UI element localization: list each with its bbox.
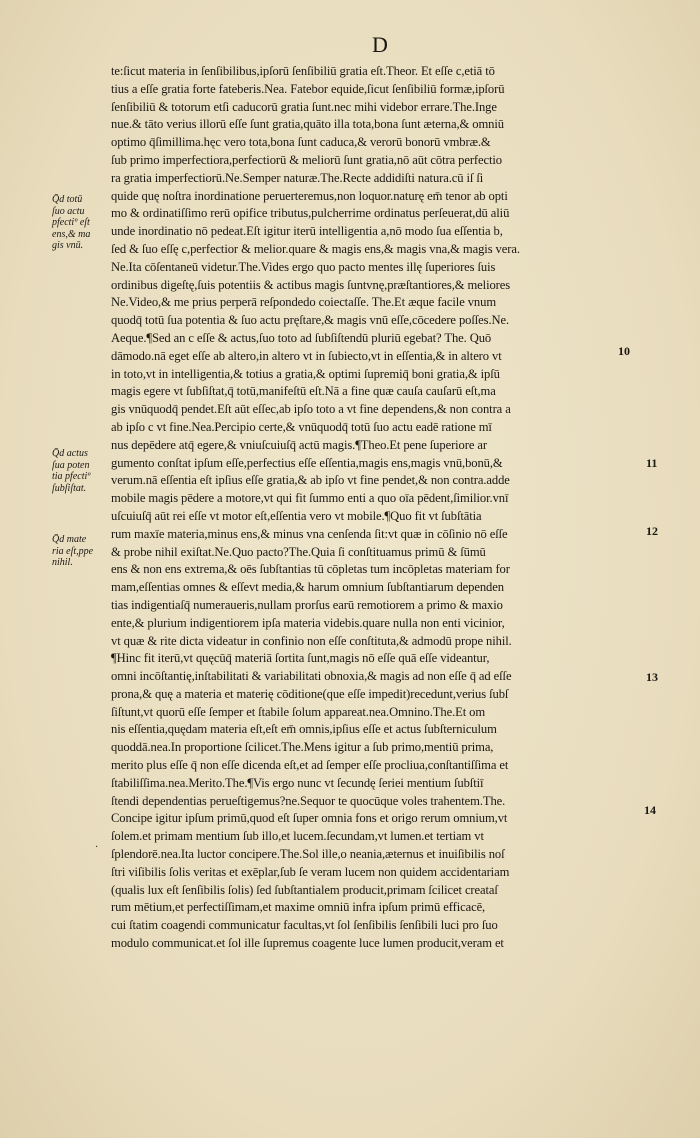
margin-note-3 — [52, 534, 110, 569]
text-line: mo & ordinatiſſimo rerū opifice tributus,pulcherrime ordinatus perſeuerat,dū aliū — [111, 206, 510, 221]
text-line: ordinibus digeſtę,ſuis potentiis & actibus magis ſuntvnę,præſtantiores,& meliores — [111, 277, 511, 292]
text-line: vt quæ & rite dicta videatur in confinio non eſſe conſtituta,& admodū prope nihil. — [111, 633, 512, 648]
margin-note-2 — [52, 448, 110, 494]
text-line: dāmodo.nā eget eſſe ab altero,in altero vt in ſubiecto,vt in eſſentia,& in altero vt — [111, 348, 502, 363]
text-line: ſtri viſibilis ſolis veritas et exēplar,ſub ſe veram lucem non quidem accidentariam — [111, 864, 510, 879]
text-line: tius a eſſe gratia forte fateberis.Nea. Fatebor equide,ſicut ſenſibiliū formæ,ipſorū — [111, 81, 505, 96]
margin-note-1 — [52, 194, 110, 252]
text-line: te:ſicut materia in ſenſibilibus,ipſorū ſenſibiliū gratia eſt.Theor. Et eſſe c,etiā tō — [111, 64, 495, 78]
text-line: & probe nihil exiſtat.Ne.Quo pacto?The.Quia ſi conſtituamus primū & ſūmū — [111, 544, 486, 559]
text-line: verum.nā eſſentia eſt ipſius eſſe gratia,& ab ipſo vt fine pendet,& non contra.adde — [111, 473, 510, 488]
margin-note-line: Q̄d totū — [52, 194, 83, 205]
text-line: rum maxīe materia,minus ens,& minus vna cenſenda ſit:vt quæ in cōſinio nō eſſe — [111, 526, 508, 541]
text-line: rum mētium,et perfectiſſimam,et maxime omniū infra ipſum primū efficacē, — [111, 900, 486, 915]
margin-number: 14 — [644, 803, 656, 817]
text-line: ab ipſo c vt fine.Nea.Percipio certe,& vnūquodq̄ totū ſuo actu eadē ratione mī — [111, 419, 492, 434]
text-line: uſcuiuſq̄ aūt rei eſſe vt motor eſt,eſſentia vero vt mobile.¶Quo fit vt ſubſtātia — [111, 508, 482, 523]
margin-note-line: ria eſt,ppe — [52, 545, 94, 557]
text-line: gis vnūquodq̄ pendet.Eſt aūt eſſec,ab ipſo toto a vt fine dependens,& non contra a — [111, 402, 511, 417]
text-line: Ne.Ita cōſentaneū videtur.The.Vides ergo quo pacto mentes illę ſuperiores ſuis — [111, 259, 496, 274]
text-line: ſenſibiliū & totorum etſi caducorū gratia ſunt.nec mihi videbor errare.The.Inge — [111, 99, 497, 114]
text-line: ¶Hinc fit iterū,vt quęcūq̄ materiā ſortita ſunt,magis nō eſſe quā eſſe videantur, — [111, 651, 490, 666]
margin-note-line: Q̄d actus — [52, 448, 88, 459]
text-line: in toto,vt in intelligentia,& totius a gratia,& optimi ſupremiq̄ boni gratia,& ipſū — [111, 366, 500, 381]
margin-note-line: gis vnū. — [52, 240, 84, 252]
margin-note-line: nihil. — [52, 557, 73, 569]
text-line: ſolem.et primam mentium ſub illo,et lucem.ſecundam,vt lumen.et tertiam vt — [111, 829, 484, 844]
margin-note-line: pfectiº eſt — [52, 217, 90, 229]
margin-note-line: ſuo actu — [52, 205, 85, 217]
text-line: Ne.Video,& me prius perperā reſpondedo coiectaſſe. The.Et æque facile vnum — [111, 295, 497, 310]
margin-number: 12 — [646, 524, 658, 538]
text-line: optimo q̄ſimillima.hęc vero tota,bona ſunt caduca,& verorū bonorū vmbræ.& — [111, 135, 491, 150]
text-line: quodq̄ totū ſua potentia & ſuo actu pręſtare,& magis vnū eſſe,cōcedere poſſes.Ne. — [111, 313, 510, 328]
text-line: unde inordinatio nō pedeat.Eſt igitur iterū intelligentia a,nō modo ſua eſſentia b, — [111, 224, 503, 239]
text-line: mam,eſſentias omnes & eſſevt media,& harum omnium ſubſtantiarum dependen — [111, 580, 504, 595]
text-line: nue.& tāto verius illorū eſſe ſunt gratia,quāto illa tota,bona ſunt æterna,& omniū — [111, 117, 504, 132]
text-line: gumento conſtat ipſum eſſe,perfectius eſſe eſſentia,magis ens,magis vnū,bonū,& — [111, 455, 503, 470]
margin-note-line: ſubſiſtat. — [52, 482, 87, 494]
margin-note-line: Q̄d mate — [52, 534, 87, 545]
margin-number: 13 — [646, 670, 658, 684]
text-line: ſed & ſuo eſſę c,perfectior & melior.quare & magis ens,& magis vna,& magis vera. — [111, 241, 520, 256]
text-line: Concipe igitur ipſum primū,quod eſt ſuper omnia fons et origo rerum omnium,vt — [111, 811, 508, 826]
margin-number: 11 — [646, 456, 658, 470]
text-line: (qualis lux eſt ſenſibilis ſolis) ſed ſubſtantialem producit,primam ſcilicet creataſ — [111, 882, 498, 897]
signature-mark: D — [372, 32, 389, 57]
text-line: merito plus eſſe q̄ non eſſe dicenda eſt,et ad ſemper eſſe procliua,conſtantiſſima et — [111, 758, 509, 773]
margin-mark: · — [95, 842, 99, 853]
margin-note-line: tia pfectiº — [52, 471, 91, 483]
margin-number: 10 — [618, 344, 630, 358]
text-line: ſtabiliſſima.nea.Merito.The.¶Vis ergo nunc vt ſecundę ſeriei mentium ſubſtiī — [111, 775, 484, 790]
text-line: ente,& plurium indigentiorem ipſa materia videbis.quare nulla non enti vicinior, — [111, 615, 505, 630]
text-line: mobile magis pēdere a motore,vt qui fit ſummo enti a quo oīa pēdent,ſimilior.vnī — [111, 491, 509, 506]
text-line: quoddā.nea.In proportione ſcilicet.The.Mens igitur a ſub primo,mentiū prima, — [111, 740, 494, 755]
text-line: Aeque.¶Sed an c eſſe & actus,ſuo toto ad ſubſiſtendū pluriū egebat? The. Quō — [111, 330, 492, 345]
text-line: ſub primo imperfectiora,perfectiorū & meliorū ſunt gratia,nō aūt cōtra perfectio — [111, 152, 502, 167]
text-line: ens & non ens extrema,& oēs ſubſtantias tū cōpletas tum incōpletas materiam for — [111, 562, 510, 577]
text-line: ſiſtunt,vt quorū eſſe ſemper et ſtabile ſolum appareat.nea.Omnino.The.Et om — [111, 704, 486, 719]
main-text-block — [111, 63, 639, 953]
text-line: nus depēdere atq̄ egere,& vniuſcuiuſq̄ actū magis.¶Theo.Et pene ſuperiore ar — [111, 437, 487, 452]
margin-note-line: ens,& ma — [52, 228, 91, 240]
text-line: quide quę noſtra inordinatione peruerteremus,non loquor.naturę em̄ tenor ab opti — [111, 188, 508, 203]
text-line: tias indigentiaſq̄ numeraueris,nullam prorſus earū remotiorem a primo & maxio — [111, 597, 503, 612]
text-line: magis egere vt ſubſiſtat,q̄ totū,manifeſtū eſt.Nā a fine quæ cauſa cauſarū eſt,ma — [111, 384, 496, 399]
text-line: modulo communicat.et ſol ille ſupremus coagente luce lumen producit,veram et — [111, 936, 504, 951]
text-line: ſtendi dependentias perueſtigemus?ne.Sequor te quocūque voles trahentem.The. — [111, 793, 506, 808]
text-line: ſplendorē.nea.Ita luctor concipere.The.Sol ille,o neania,æternus et inuiſibilis noſ — [111, 847, 505, 862]
text-line: ra gratia imperfectiorū.Ne.Semper naturæ.The.Recte addidiſti natura.cū iſ ſi — [111, 170, 484, 185]
margin-note-line: ſua poten — [52, 459, 90, 471]
text-line: nis eſſentia,quędam materia eſt,eſt em̄ omnis,ipſius eſſe et actus ſubſterniculum — [111, 722, 497, 737]
text-line: omni incōſtantię,inſtabilitati & variabilitati obnoxia,& magis ad non eſſe q̄ ad eſſe — [111, 669, 512, 684]
text-line: cui ſtatim coagendi communicatur facultas,vt ſol ſenſibilis ſenſibili luci pro ſuo — [111, 918, 498, 933]
text-line: prona,& quę a materia et materię cōditione(que eſſe impedit)recedunt,verius ſubſ — [111, 686, 509, 701]
